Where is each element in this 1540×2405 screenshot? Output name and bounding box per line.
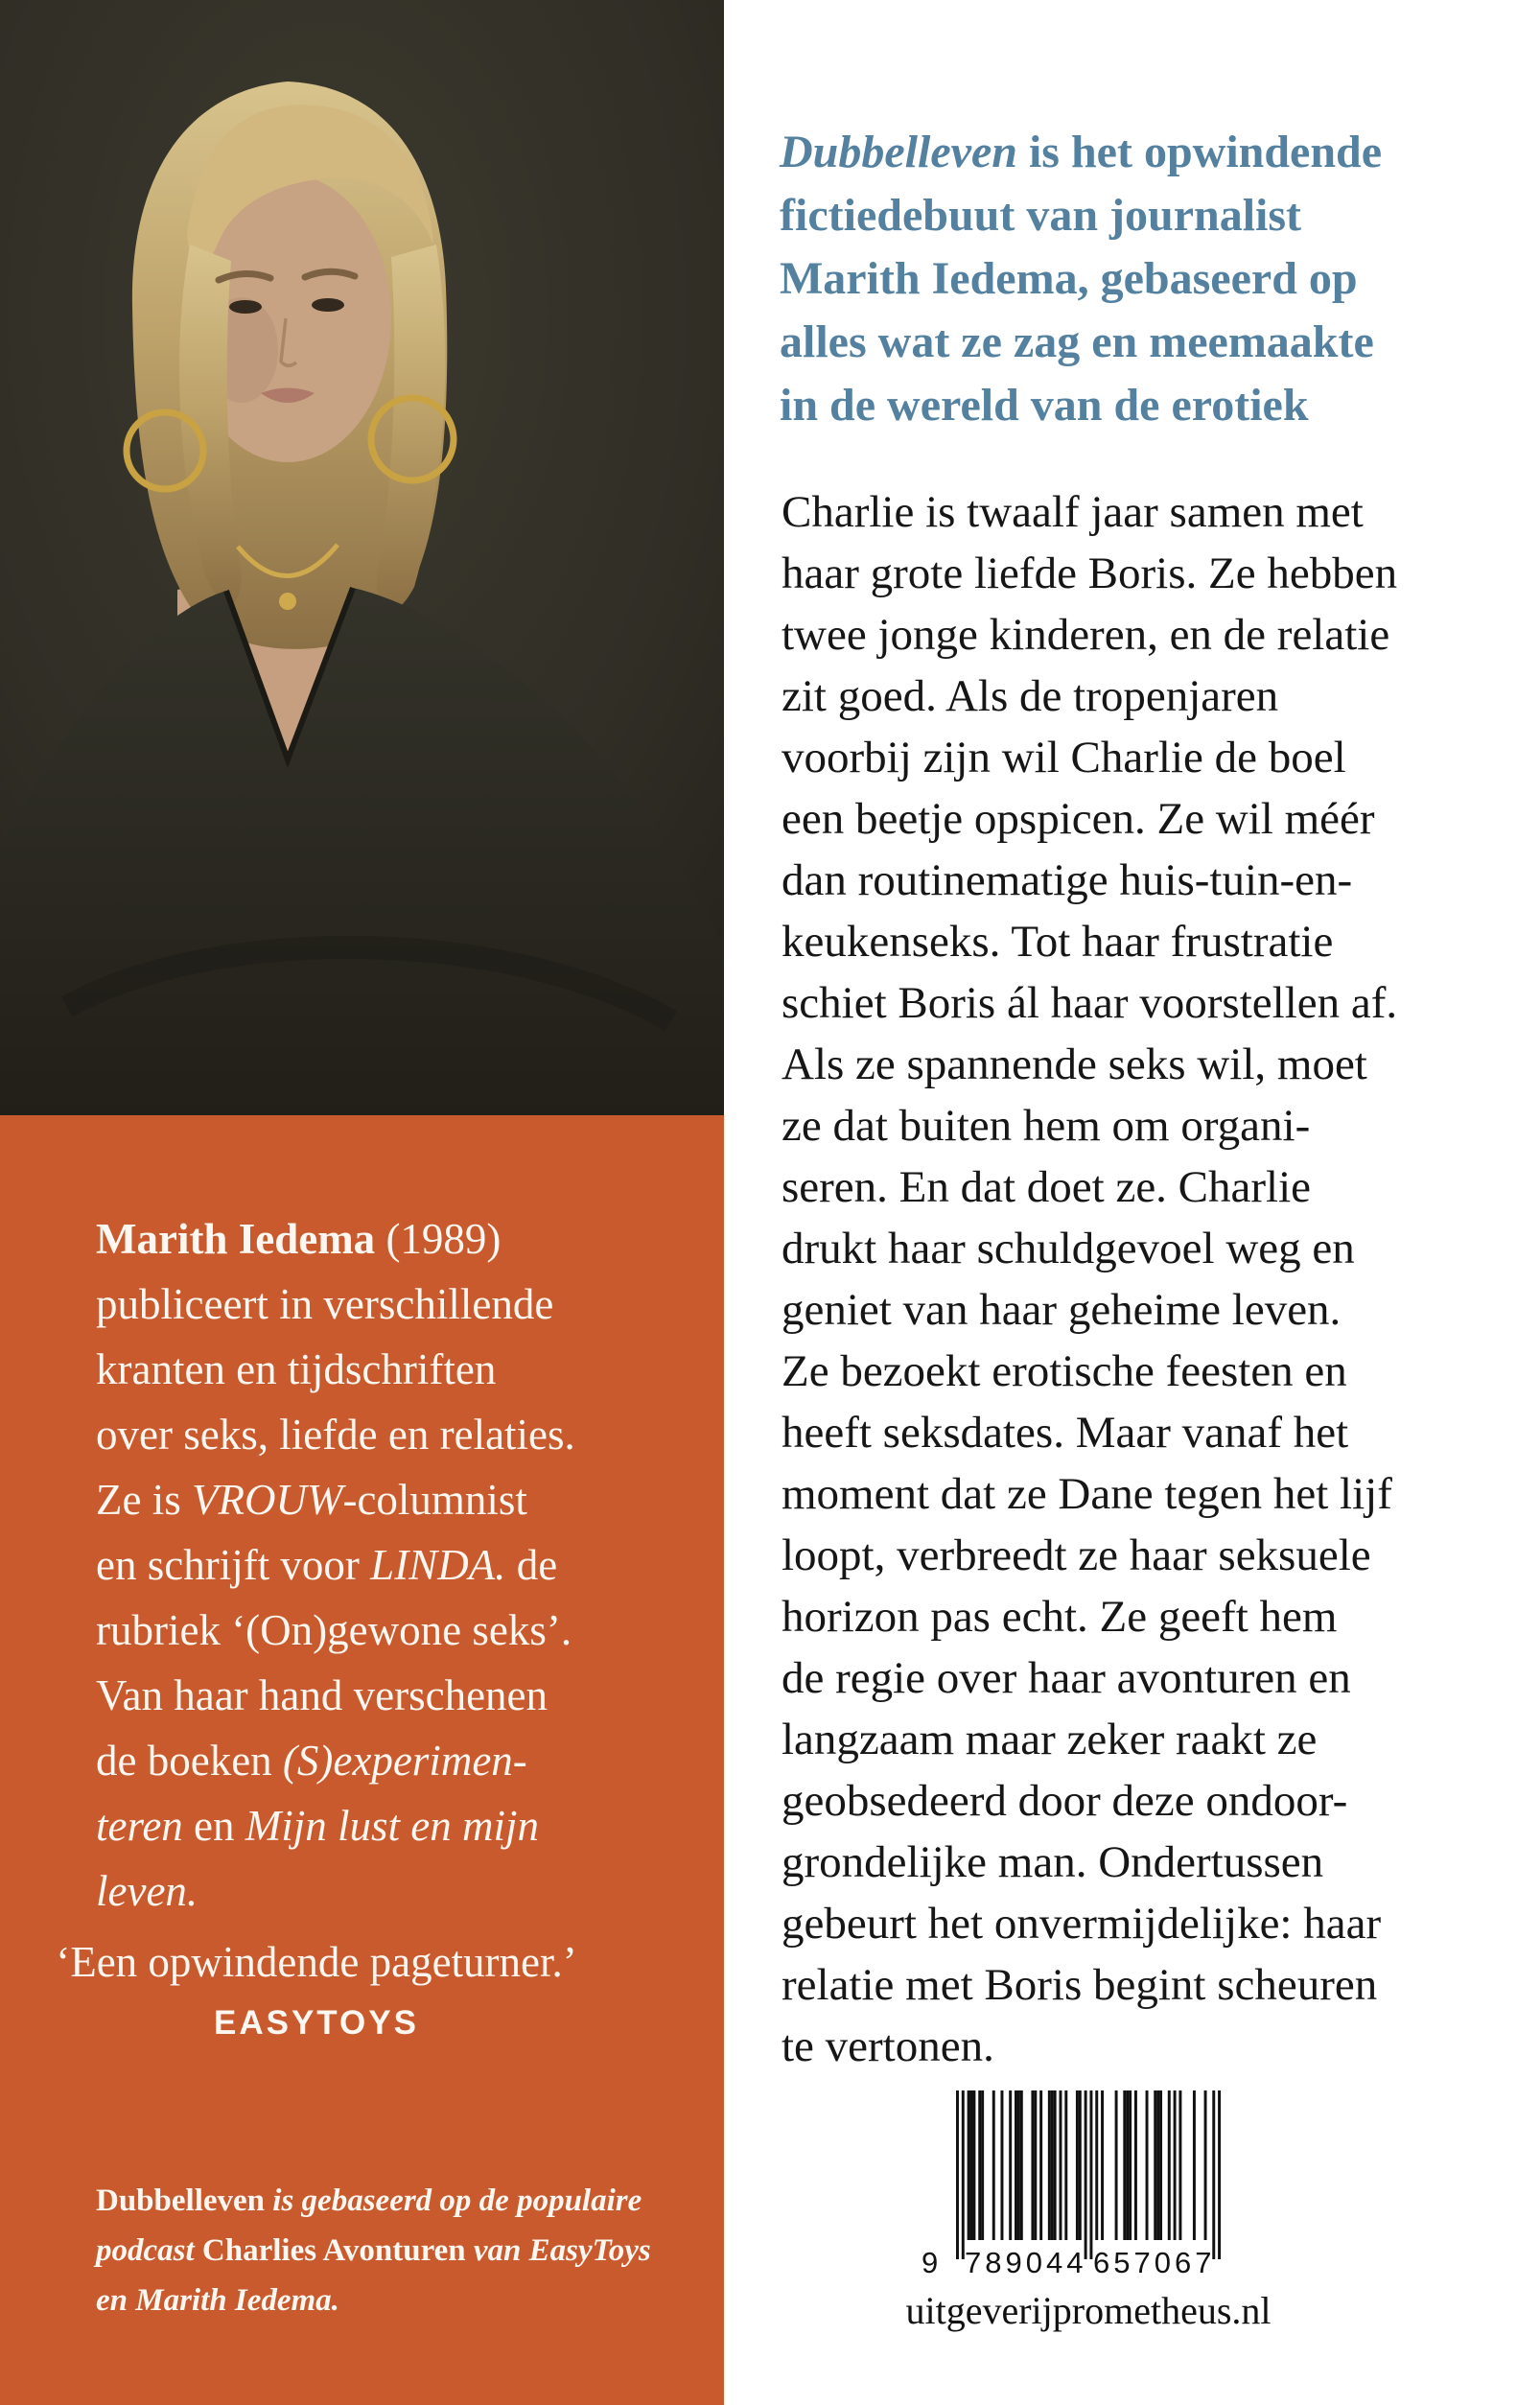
barcode-digits (922, 2242, 1221, 2286)
text-line: Dubbelleven is het opwindende (780, 127, 1383, 177)
podcast-note (96, 2176, 651, 2325)
text-line: langzaam maar zeker raakt ze (782, 1715, 1318, 1764)
eye-right (312, 298, 344, 312)
text-line: seren. En dat doet ze. Charlie (782, 1162, 1312, 1212)
barcode-digits-group2: 657067 (1093, 2246, 1216, 2279)
text-line: loopt, verbreedt ze haar seksuele (782, 1530, 1371, 1580)
eye-left (229, 300, 262, 314)
text-line: de boeken (S)experimen- (96, 1737, 527, 1785)
barcode-bars (956, 2090, 1221, 2261)
text-line: keukenseks. Tot haar frustratie (782, 917, 1334, 967)
text-line: alles wat ze zag en meemaakte (780, 316, 1374, 367)
intro-blurb (780, 121, 1382, 437)
text-line: teren en Mijn lust en mijn (96, 1802, 540, 1850)
text-line: moment dat ze Dane tegen het lijf (782, 1469, 1392, 1519)
text-line: drukt haar schuldgevoel weg en (782, 1224, 1355, 1273)
text-line: Marith Iedema (1989) (96, 1215, 502, 1263)
text-line: Charlie is twaalf jaar samen met (782, 487, 1364, 537)
text-line: heeft seksdates. Maar vanaf het (782, 1408, 1349, 1458)
text-line: schiet Boris ál haar voorstellen af. (782, 978, 1398, 1028)
text-line: zit goed. Als de tropenjaren (782, 671, 1279, 721)
author-portrait-illustration (0, 0, 724, 1115)
barcode (922, 2090, 1221, 2287)
text-line: en schrijft voor LINDA. de (96, 1541, 558, 1589)
text-line: Marith Iedema, gebaseerd op (780, 253, 1358, 304)
text-line: Dubbelleven is gebaseerd op de populaire (96, 2183, 642, 2218)
review-quote: ‘Een opwindende pageturner.’ (56, 1938, 577, 1986)
barcode-digits-group1: 789044 (965, 2246, 1087, 2279)
text-line: Van haar hand verschenen (96, 1671, 548, 1719)
text-line: geniet van haar geheime leven. (782, 1285, 1342, 1335)
left-column (0, 0, 724, 2405)
text-line: te vertonen. (782, 2021, 994, 2071)
text-line: over seks, liefde en relaties. (96, 1411, 575, 1459)
text-line: in de wereld van de erotiek (780, 380, 1309, 431)
author-bio-text (96, 1206, 575, 1924)
text-line: ze dat buiten hem om organi- (782, 1101, 1311, 1151)
text-line: haar grote liefde Boris. Ze hebben (782, 549, 1398, 598)
necklace-pendant (279, 593, 296, 610)
text-line: leven. (96, 1867, 198, 1915)
text-line: relatie met Boris begint scheuren (782, 1960, 1378, 2010)
text-line: Ze bezoekt erotische feesten en (782, 1346, 1347, 1396)
text-line: gebeurt het onvermijdelijke: haar (782, 1899, 1382, 1949)
text-line: horizon pas echt. Ze geeft hem (782, 1592, 1338, 1642)
text-line: fictiedebuut van journalist (780, 190, 1302, 241)
text-line: Als ze spannende seks wil, moet (782, 1039, 1367, 1089)
text-line: grondelijke man. Ondertussen (782, 1837, 1324, 1887)
text-line: geobsedeerd door deze ondoor- (782, 1776, 1348, 1826)
text-line: dan routinematige huis-tuin-en- (782, 855, 1353, 905)
text-line: publiceert in verschillende (96, 1280, 554, 1328)
text-line: Ze is VROUW-columnist (96, 1476, 527, 1524)
author-photo (0, 0, 724, 1115)
text-line: twee jonge kinderen, en de relatie (782, 610, 1390, 660)
review-attribution: EASYTOYS (214, 2004, 419, 2042)
text-line: en Marith Iedema. (96, 2283, 339, 2318)
author-bio-panel (0, 1115, 724, 2405)
text-line: de regie over haar avonturen en (782, 1653, 1351, 1703)
publisher-url: uitgeverijprometheus.nl (905, 2289, 1272, 2332)
text-line: kranten en tijdschriften (96, 1345, 497, 1393)
right-column (724, 0, 1540, 2405)
review-quote-block (48, 1933, 585, 2043)
synopsis-text (782, 481, 1397, 2077)
text-line: rubriek ‘(On)gewone seks’. (96, 1606, 572, 1654)
text-line: een beetje opspicen. Ze wil méér (782, 794, 1375, 844)
text-line: voorbij zijn wil Charlie de boel (782, 733, 1346, 782)
barcode-digit-lead: 9 (922, 2246, 939, 2279)
text-line: podcast Charlies Avonturen van EasyToys (96, 2233, 651, 2268)
